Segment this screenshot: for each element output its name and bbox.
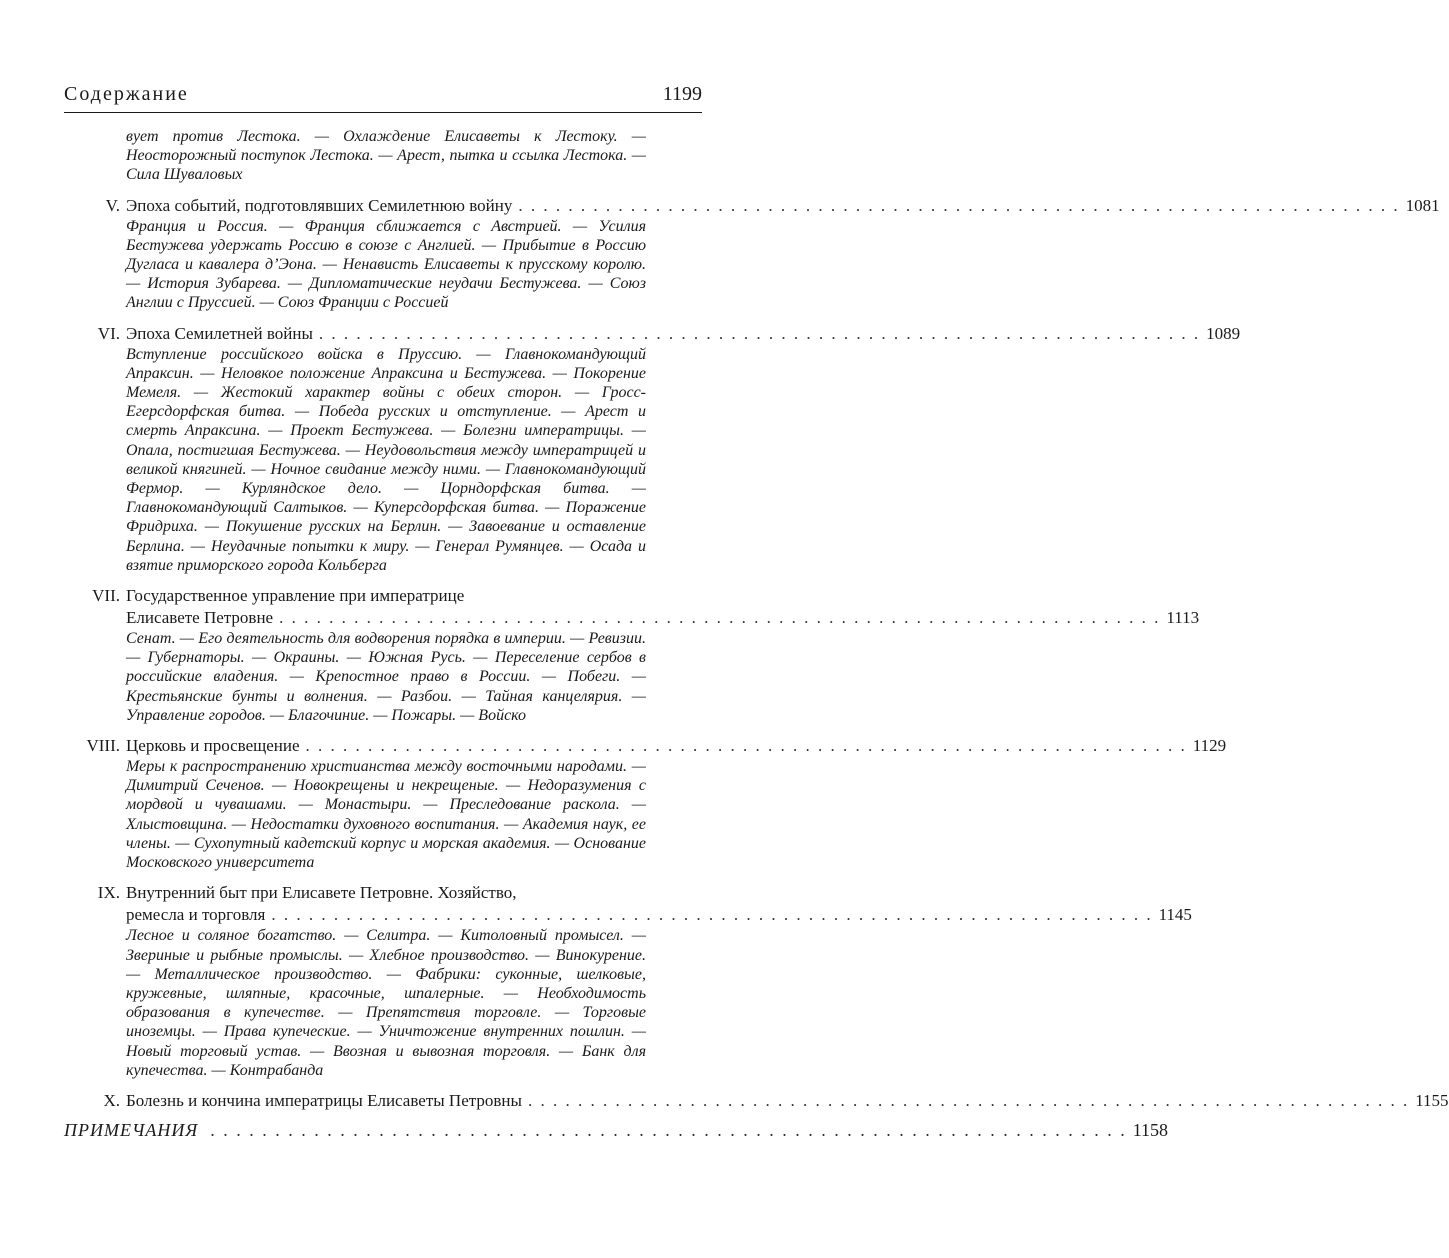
running-title: Содержание	[64, 83, 189, 105]
page-number: 1199	[662, 83, 702, 105]
notes-page: 1158	[1132, 1119, 1169, 1140]
table-of-contents	[0, 127, 1449, 1142]
chapter-description: Вступление российского войска в Пруссию. — Главнокомандующий Апраксин. — Неловкое положение Апраксина и Бестужева. — Покорение Мемеля. — Жестокий характер войны с обеих сторон. — Гросс-Егерсдорфская битва. — Победа русских и отступление. — Арест и смерть Апраксина. — Проект Бестужева. — Болезни императрицы. — Опала, постигшая Бестужева. — Неудовольствия между императрицей и великой княгиней. — Ночное свидание между ними. — Главнокомандующий Фермор. — Курляндское дело. — Цорндорфская битва. — Главнокомандующий Салтыков. — Куперсдорфская битва. — Поражение Фридриха. — Покушение русских на Берлин. — Завоевание и оставление Берлина. — Неудачные попытки к миру. — Генерал Румянцев. — Осада и взятие приморского города Кольберга	[126, 345, 646, 574]
chapter-heading-line-1[interactable]	[126, 882, 702, 904]
chapter-heading-line-1[interactable]	[126, 585, 702, 607]
chapter-page: 1089	[1206, 323, 1241, 343]
chapter-page: 1155	[1415, 1090, 1449, 1110]
chapter-description: Франция и Россия. — Франция сближается с Австрией. — Усилия Бестужева удержать Россию в союзе с Англией. — Прибытие в Россию Дугласа и кавалера д’Эона. — Ненависть Елисаветы к прусскому королю. — История Зубарева. — Дипломатические неудачи Бестужева. — Союз Англии с Пруссией. — Союз Франции с Россией	[126, 217, 646, 312]
chapter-heading[interactable]	[126, 323, 1241, 345]
chapter-description: Сенат. — Его деятельность для водворения порядка в империи. — Ревизии. — Губернаторы. — Окраины. — Южная Русь. — Переселение сербов в российские владения. — Крепостное право в России. — Побеги. — Крестьянские бунты и волнения. — Разбои. — Тайная канцелярия. — Управление городов. — Благочиние. — Пожары. — Войско	[126, 630, 646, 724]
chapter-number: VIII.	[86, 736, 120, 756]
chapter-number: IX.	[97, 883, 120, 903]
header-rule	[64, 112, 702, 113]
chapter-title: Внутренний быт при Елисавете Петровне. Хозяйство,	[126, 883, 517, 903]
chapter-title: Эпоха Семилетней войны	[126, 323, 313, 343]
notes-title: ПРИМЕЧАНИЯ	[64, 1119, 199, 1140]
chapter-number: VI.	[97, 323, 120, 343]
dot-leader: . . . . . . . . . . . . . . . . . . . . . . . . . . . . . . . . . . . . . . . . . . . . . . . . . . . . . . . . . . . . . . . . . . . . . . .	[271, 905, 1153, 925]
toc-entry-ix[interactable]	[0, 882, 1192, 1080]
dot-leader: . . . . . . . . . . . . . . . . . . . . . . . . . . . . . . . . . . . . . . . . . . . . . . . . . . . . . . . . . . . . . . . . . . . . . . .	[210, 1119, 1127, 1140]
dot-leader: . . . . . . . . . . . . . . . . . . . . . . . . . . . . . . . . . . . . . . . . . . . . . . . . . . . . . . . . . . . . . . . . . . . . . . .	[305, 736, 1187, 756]
chapter-title: Церковь и просвещение	[126, 736, 300, 756]
toc-entry-continued	[0, 127, 810, 185]
chapter-description: Меры к распространению христианства между восточными народами. — Димитрий Сеченов. — Новокрещены и некрещеные. — Недоразумения с мордвой и чувашами. — Монастыри. — Преследование раскола. — Хлыстовщина. — Недостатки духовного воспитания. — Академия наук, ее члены. — Сухопутный кадетский корпус и морская академия. — Основание Московского университета	[126, 758, 646, 872]
dot-leader: . . . . . . . . . . . . . . . . . . . . . . . . . . . . . . . . . . . . . . . . . . . . . . . . . . . . . . . . . . . . . . . . . . . . . . .	[527, 1090, 1410, 1110]
toc-entry-vi[interactable]	[0, 323, 1241, 575]
dot-leader: . . . . . . . . . . . . . . . . . . . . . . . . . . . . . . . . . . . . . . . . . . . . . . . . . . . . . . . . . . . . . . . . . . . . . . .	[279, 608, 1161, 628]
chapter-heading[interactable]	[126, 195, 1440, 217]
toc-entry-vii[interactable]	[0, 585, 1200, 725]
toc-entry-v[interactable]	[0, 195, 1440, 313]
chapter-number: V.	[105, 195, 120, 215]
running-head	[64, 81, 702, 107]
chapter-page: 1113	[1166, 608, 1200, 628]
chapter-page: 1081	[1405, 195, 1440, 215]
chapter-heading-line-2[interactable]	[126, 607, 1200, 629]
chapter-title: Государственное управление при императрице	[126, 586, 465, 606]
toc-entry-viii[interactable]	[0, 735, 1227, 872]
dot-leader: . . . . . . . . . . . . . . . . . . . . . . . . . . . . . . . . . . . . . . . . . . . . . . . . . . . . . . . . . . . . . . . . . . . . . . .	[318, 323, 1201, 343]
chapter-heading-line-2[interactable]	[126, 904, 1192, 926]
chapter-description: вует против Лестока. — Охлаждение Елисаветы к Лестоку. — Неосторожный поступок Лестока. — Арест, пытка и ссылка Лестока. — Сила Шуваловых	[126, 128, 646, 184]
chapter-title: Эпоха событий, подготовлявших Семилетнюю войну	[126, 195, 513, 215]
chapter-page: 1129	[1192, 736, 1227, 756]
chapter-heading[interactable]	[126, 1090, 1449, 1112]
toc-entry-notes[interactable]	[64, 1118, 1169, 1142]
toc-entry-x[interactable]	[0, 1090, 1449, 1112]
chapter-number: X.	[103, 1090, 120, 1110]
chapter-heading[interactable]	[126, 735, 1227, 757]
chapter-title-continued: Елисавете Петровне	[126, 608, 274, 628]
dot-leader: . . . . . . . . . . . . . . . . . . . . . . . . . . . . . . . . . . . . . . . . . . . . . . . . . . . . . . . . . . . . . . . . . . . . . . .	[518, 195, 1400, 215]
chapter-page: 1145	[1158, 905, 1192, 925]
chapter-description: Лесное и соляное богатство. — Селитра. — Китоловный промысел. —Звериные и рыбные промыслы. — Хлебное производство. — Винокурение. — Металлическое производство. — Фабрики: суконные, шелковые, кружевные, шляпные, красочные, шпалерные. — Необходимость образования в купечестве. — Препятствия торговле. — Торговые иноземцы. — Права купеческие. — Уничтожение внутренних пошлин. — Новый торговый устав. — Ввозная и вывозная торговля. — Банк для купечества. — Контрабанда	[126, 927, 646, 1079]
chapter-title: Болезнь и кончина императрицы Елисаветы Петровны	[126, 1090, 522, 1110]
chapter-number: VII.	[92, 586, 120, 606]
chapter-title-continued: ремесла и торговля	[126, 905, 266, 925]
